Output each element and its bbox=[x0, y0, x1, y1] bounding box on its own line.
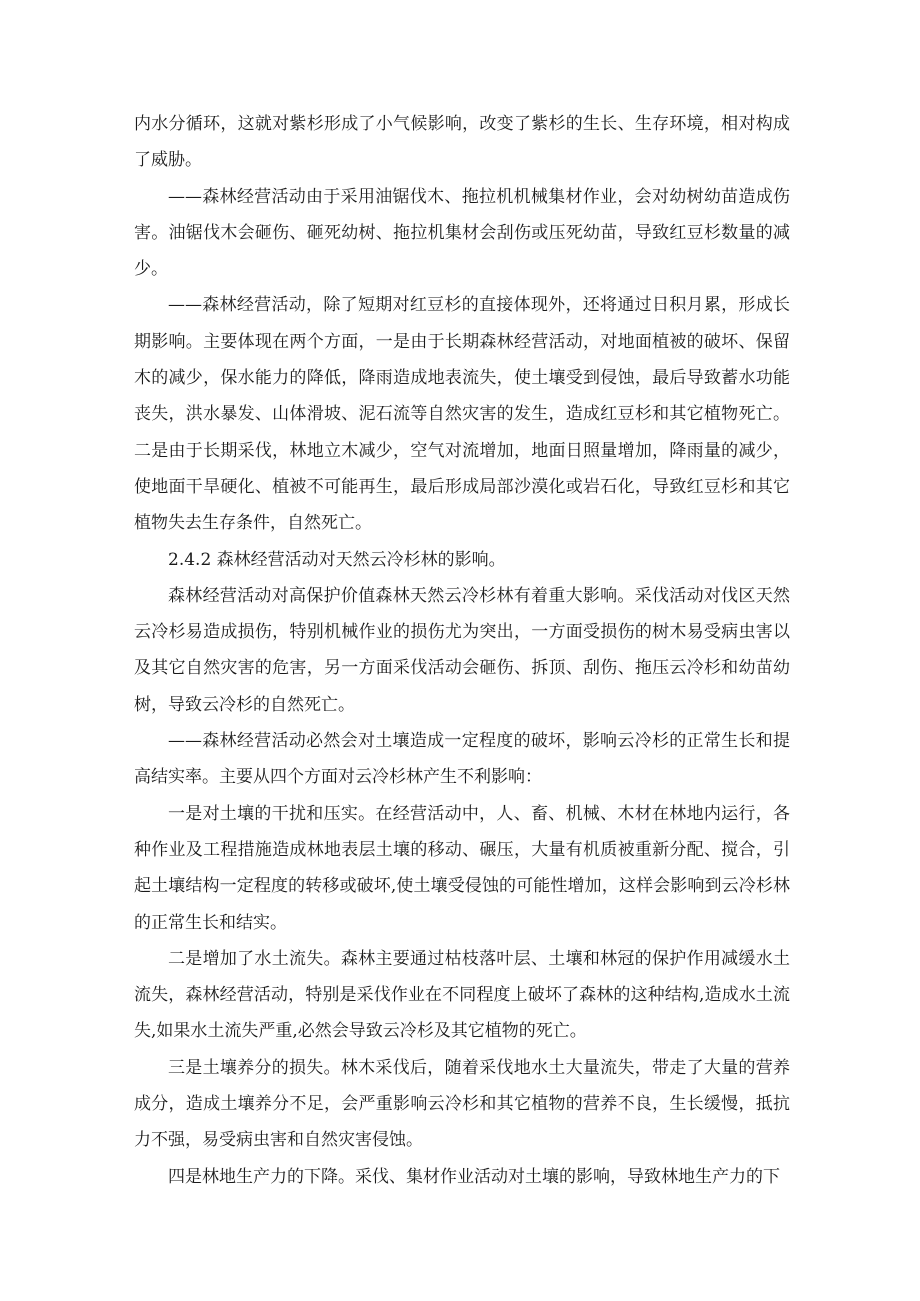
paragraph-productivity-decline: 四是林地生产力的下降。采伐、集材作业活动对土壤的影响，导致林地生产力的下 bbox=[168, 1166, 780, 1187]
section-heading-2-4-2: 2.4.2 森林经营活动对天然云冷杉林的影响。 bbox=[168, 549, 506, 570]
paragraph-soil-damage-intro: ——森林经营活动必然会对土壤造成一定程度的破坏，影响云冷杉的正常生长和提高结实率。主要从四个方面对云冷杉林产生不利影响： bbox=[134, 731, 790, 788]
paragraph-logging-damage-seedlings: ——森林经营活动由于采用油锯伐木、拖拉机机械集材作业，会对幼树幼苗造成伤害。油锯伐木会砸伤、砸死幼树、拖拉机集材会刮伤或压死幼苗，导致红豆杉数量的减少。 bbox=[134, 186, 790, 280]
paragraph-soil-erosion: 二是增加了水土流失。森林主要通过枯枝落叶层、土壤和林冠的保护作用减缓水土流失，森林经营活动，特别是采伐作业在不同程度上破坏了森林的这种结构,造成水土流失,如果水土流失严重,必然会导致云冷杉及其它植物的死亡。 bbox=[134, 948, 790, 1042]
paragraph-soil-compaction: 一是对土壤的干扰和压实。在经营活动中，人、畜、机械、木材在林地内运行，各种作业及工程措施造成林地表层土壤的移动、碾压，大量有机质被重新分配、搅合，引起土壤结构一定程度的转移或破坏,使土壤受侵蚀的可能性增加，这样会影响到云冷杉林的正常生长和结实。 bbox=[134, 803, 790, 933]
paragraph-water-cycle: 内水分循环，这就对紫杉形成了小气候影响，改变了紫杉的生长、生存环境，相对构成了威胁。 bbox=[134, 114, 790, 171]
document-body bbox=[134, 106, 790, 1195]
paragraph-nutrient-loss: 三是土壤养分的损失。林木采伐后，随着采伐地水土大量流失，带走了大量的营养成分，造成土壤养分不足，会严重影响云冷杉和其它植物的营养不良，生长缓慢，抵抗力不强，易受病虫害和自然灾害侵蚀。 bbox=[134, 1057, 790, 1151]
paragraph-long-term-impact: ——森林经营活动，除了短期对红豆杉的直接体现外，还将通过日积月累，形成长期影响。主要体现在两个方面，一是由于长期森林经营活动，对地面植被的破坏、保留木的减少，保水能力的降低，降雨造成地表流失，使土壤受到侵蚀，最后导致蓄水功能丧失，洪水暴发、山体滑坡、泥石流等自然灾害的发生，造成红豆杉和其它植物死亡。二是由于长期采伐，林地立木减少，空气对流增加，地面日照量增加，降雨量的减少，使地面干旱硬化、植被不可能再生，最后形成局部沙漠化或岩石化，导致红豆杉和其它植物失去生存条件，自然死亡。 bbox=[134, 295, 790, 534]
paragraph-spruce-fir-impact: 森林经营活动对高保护价值森林天然云冷杉林有着重大影响。采伐活动对伐区天然云冷杉易造成损伤，特别机械作业的损伤尤为突出，一方面受损伤的树木易受病虫害以及其它自然灾害的危害，另一方面采伐活动会砸伤、拆顶、刮伤、拖压云冷杉和幼苗幼树，导致云冷杉的自然死亡。 bbox=[134, 585, 790, 715]
